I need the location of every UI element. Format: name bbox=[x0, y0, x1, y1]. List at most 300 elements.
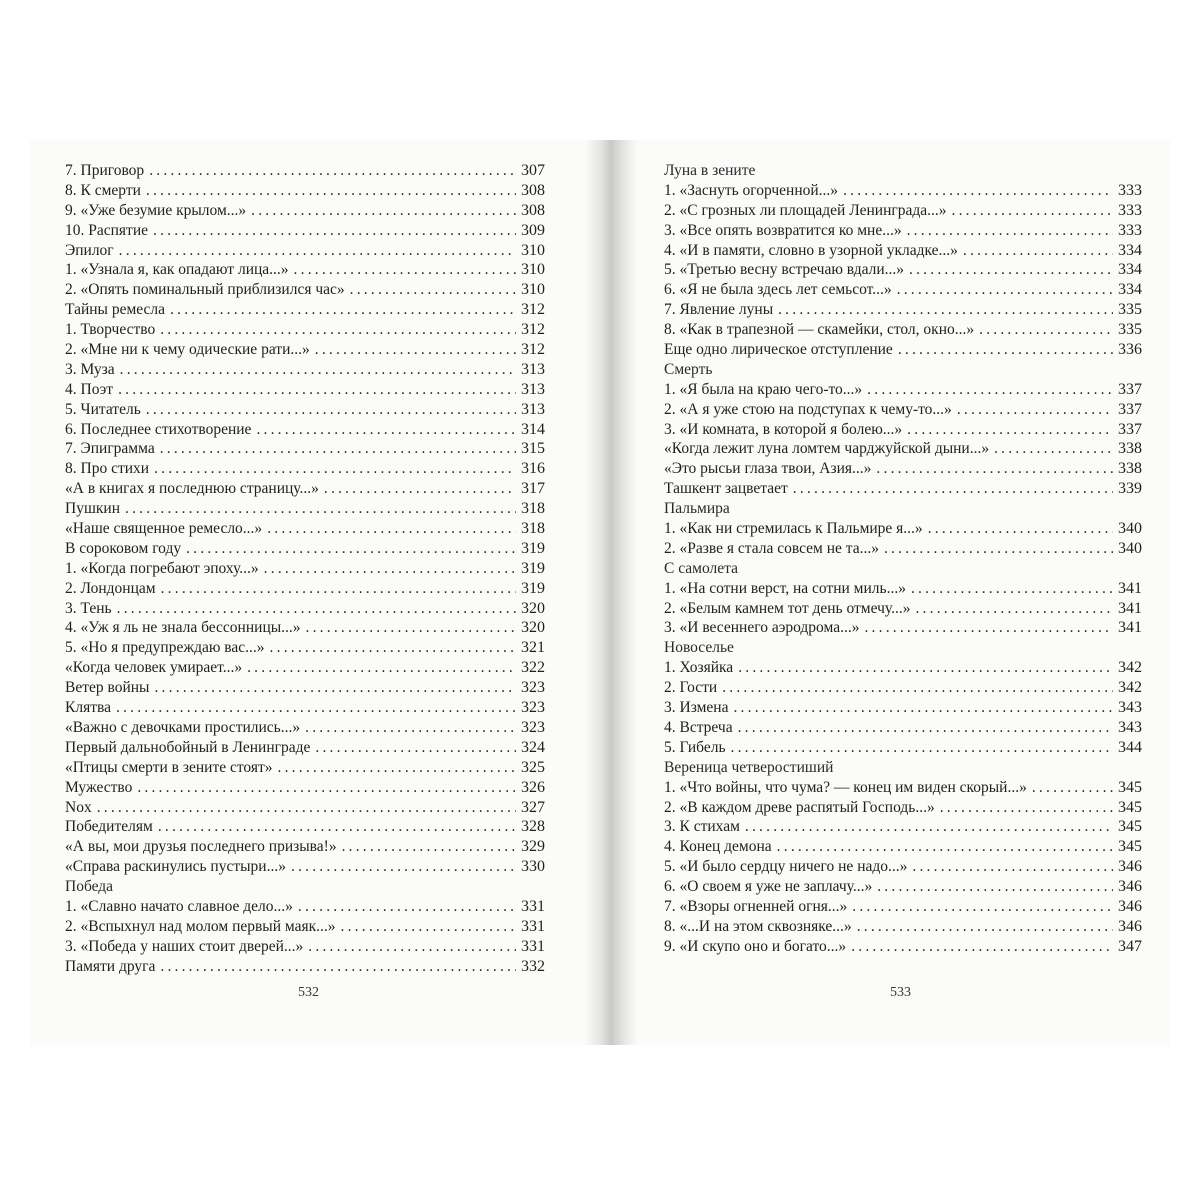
toc-entry-page: 326 bbox=[521, 778, 545, 796]
toc-entry-page: 341 bbox=[1118, 599, 1142, 617]
toc-entry-title: 1. «Когда погребают эпоху...» bbox=[65, 559, 259, 577]
toc-entry-page: 316 bbox=[521, 460, 545, 478]
dot-leader bbox=[738, 658, 1113, 678]
toc-entry-page: 312 bbox=[521, 321, 545, 339]
toc-entry-title: 1. «Славно начато славное дело...» bbox=[65, 897, 293, 915]
toc-entry bbox=[664, 280, 1142, 300]
toc-entry bbox=[664, 420, 1142, 440]
toc-entry bbox=[664, 320, 1142, 340]
dot-leader bbox=[120, 360, 516, 380]
dot-leader bbox=[315, 340, 516, 360]
toc-entry-title: 2. «В каждом древе распятый Господь...» bbox=[664, 798, 935, 816]
toc-entry bbox=[664, 181, 1142, 201]
toc-entry bbox=[65, 479, 545, 499]
toc-entry-page: 333 bbox=[1118, 201, 1142, 219]
toc-entry-title: 3. Муза bbox=[65, 360, 115, 378]
dot-leader bbox=[118, 380, 516, 400]
dot-leader bbox=[1032, 778, 1113, 798]
toc-entry bbox=[65, 738, 545, 758]
toc-entry-page: 342 bbox=[1118, 679, 1142, 697]
toc-entry-title: 4. Конец демона bbox=[664, 838, 772, 856]
book-gutter bbox=[585, 140, 637, 1045]
toc-entry-page: 343 bbox=[1118, 718, 1142, 736]
toc-entry-page: 338 bbox=[1118, 460, 1142, 478]
dot-leader bbox=[116, 698, 516, 718]
toc-entry-title: 3. Измена bbox=[664, 699, 729, 717]
dot-leader bbox=[907, 221, 1113, 241]
toc-entry bbox=[65, 320, 545, 340]
toc-entry-title: 2. Гости bbox=[664, 679, 718, 697]
toc-entry bbox=[65, 300, 545, 320]
left-page-number: 532 bbox=[298, 985, 319, 1000]
toc-entry-page: 331 bbox=[521, 897, 545, 915]
toc-entry-page: 339 bbox=[1118, 480, 1142, 498]
dot-leader bbox=[160, 320, 516, 340]
dot-leader bbox=[125, 499, 516, 519]
toc-entry-title: Первый дальнобойный в Ленинграде bbox=[65, 738, 311, 756]
dot-leader bbox=[909, 260, 1113, 280]
dot-leader bbox=[897, 280, 1113, 300]
toc-entry bbox=[65, 280, 545, 300]
toc-entry-page: 334 bbox=[1118, 261, 1142, 279]
toc-entry-title: «Это рысьи глаза твои, Азия...» bbox=[664, 460, 872, 478]
toc-entry-page: 340 bbox=[1118, 539, 1142, 557]
toc-entry-page: 333 bbox=[1118, 181, 1142, 199]
toc-entry-page: 345 bbox=[1118, 778, 1142, 796]
toc-entry-page: 318 bbox=[521, 500, 545, 518]
dot-leader bbox=[119, 241, 516, 261]
toc-entry-title: 1. «Что войны, что чума? — конец им виден скорый...» bbox=[664, 778, 1027, 796]
toc-entry-page: 337 bbox=[1118, 400, 1142, 418]
dot-leader bbox=[158, 817, 516, 837]
toc-entry-page: 312 bbox=[521, 301, 545, 319]
toc-entry-title: 1. «Как ни стремилась к Пальмире я...» bbox=[664, 520, 923, 538]
dot-leader bbox=[256, 420, 516, 440]
dot-leader bbox=[267, 519, 516, 539]
toc-entry-title: 2. «Опять поминальный приблизился час» bbox=[65, 281, 345, 299]
dot-leader bbox=[867, 380, 1113, 400]
dot-leader bbox=[898, 340, 1113, 360]
toc-entry-page: 337 bbox=[1118, 420, 1142, 438]
dot-leader bbox=[994, 439, 1113, 459]
toc-entry bbox=[664, 778, 1142, 798]
dot-leader bbox=[97, 798, 516, 818]
toc-entry bbox=[664, 618, 1142, 638]
toc-entry bbox=[664, 340, 1142, 360]
dot-leader bbox=[731, 738, 1113, 758]
toc-entry-page: 331 bbox=[521, 917, 545, 935]
toc-entry-title: Новоселье bbox=[664, 639, 734, 657]
toc-entry bbox=[65, 360, 545, 380]
toc-entry bbox=[664, 559, 1142, 579]
toc-entry bbox=[664, 877, 1142, 897]
dot-leader bbox=[298, 897, 516, 917]
toc-entry bbox=[65, 698, 545, 718]
toc-entry-page: 309 bbox=[521, 221, 545, 239]
toc-entry bbox=[65, 599, 545, 619]
toc-entry-title: Ветер войны bbox=[65, 679, 150, 697]
toc-entry bbox=[65, 817, 545, 837]
dot-leader bbox=[160, 439, 516, 459]
toc-entry bbox=[65, 459, 545, 479]
toc-entry-page: 337 bbox=[1118, 380, 1142, 398]
toc-entry-page: 314 bbox=[521, 420, 545, 438]
toc-entry bbox=[65, 539, 545, 559]
toc-entry-page: 345 bbox=[1118, 798, 1142, 816]
toc-entry-title: Еще одно лирическое отступление bbox=[664, 341, 893, 359]
toc-entry-page: 324 bbox=[521, 738, 545, 756]
dot-leader bbox=[264, 559, 516, 579]
toc-entry bbox=[65, 837, 545, 857]
dot-leader bbox=[305, 718, 516, 738]
toc-entry bbox=[65, 857, 545, 877]
toc-entry-page: 319 bbox=[521, 559, 545, 577]
dot-leader bbox=[940, 798, 1113, 818]
dot-leader bbox=[154, 678, 516, 698]
toc-entry-title: Клятва bbox=[65, 699, 111, 717]
toc-entry bbox=[664, 857, 1142, 877]
toc-entry-title: Луна в зените bbox=[664, 162, 756, 179]
toc-entry-title: 6. Последнее стихотворение bbox=[65, 420, 252, 438]
dot-leader bbox=[294, 260, 516, 280]
toc-entry-title: 3. «И весеннего аэродрома...» bbox=[664, 619, 860, 637]
toc-entry-title: 5. Гибель bbox=[664, 738, 726, 756]
toc-entry-page: 310 bbox=[521, 261, 545, 279]
toc-entry-page: 345 bbox=[1118, 838, 1142, 856]
dot-leader bbox=[915, 599, 1113, 619]
toc-entry-title: Памяти друга bbox=[65, 957, 156, 975]
toc-entry-page: 313 bbox=[521, 380, 545, 398]
toc-entry-page: 330 bbox=[521, 858, 545, 876]
toc-entry-title: 3. «Победа у наших стоит дверей...» bbox=[65, 937, 304, 955]
toc-list-right bbox=[664, 161, 1142, 957]
toc-entry-title: 2. «С грозных ли площадей Ленинграда...» bbox=[664, 201, 947, 219]
toc-entry bbox=[65, 499, 545, 519]
toc-entry-page: 328 bbox=[521, 818, 545, 836]
dot-leader bbox=[979, 320, 1113, 340]
dot-leader bbox=[186, 539, 516, 559]
toc-entry bbox=[65, 897, 545, 917]
toc-entry bbox=[664, 817, 1142, 837]
toc-entry-page: 342 bbox=[1118, 659, 1142, 677]
toc-entry bbox=[664, 678, 1142, 698]
toc-entry-page: 320 bbox=[521, 599, 545, 617]
toc-entry-page: 347 bbox=[1118, 937, 1142, 955]
toc-entry-page: 313 bbox=[521, 400, 545, 418]
toc-entry-title: Победителям bbox=[65, 818, 153, 836]
toc-entry-page: 329 bbox=[521, 838, 545, 856]
toc-entry-page: 307 bbox=[521, 162, 545, 179]
toc-entry-title: 1. «Я была на краю чего-то...» bbox=[664, 380, 863, 398]
toc-entry-page: 320 bbox=[521, 619, 545, 637]
toc-entry bbox=[65, 181, 545, 201]
toc-entry bbox=[664, 579, 1142, 599]
dot-leader bbox=[957, 400, 1113, 420]
toc-entry-page: 345 bbox=[1118, 818, 1142, 836]
toc-entry bbox=[664, 758, 1142, 778]
toc-list-left bbox=[65, 161, 545, 977]
toc-entry bbox=[65, 798, 545, 818]
toc-entry-page: 325 bbox=[521, 758, 545, 776]
toc-entry-title: Победа bbox=[65, 878, 114, 896]
toc-entry-title: 2. Лондонцам bbox=[65, 579, 156, 597]
toc-entry bbox=[664, 241, 1142, 261]
toc-entry-title: В сороковом году bbox=[65, 539, 182, 557]
toc-entry bbox=[65, 618, 545, 638]
dot-leader bbox=[745, 817, 1113, 837]
right-page bbox=[604, 140, 1170, 1045]
toc-entry bbox=[664, 897, 1142, 917]
toc-entry-title: 4. «Уж я ль не знала бессонницы...» bbox=[65, 619, 301, 637]
toc-entry-page: 341 bbox=[1118, 579, 1142, 597]
dot-leader bbox=[117, 599, 516, 619]
dot-leader bbox=[149, 161, 516, 181]
toc-entry-page: 343 bbox=[1118, 699, 1142, 717]
toc-entry-title: «Когда человек умирает...» bbox=[65, 659, 243, 677]
toc-entry-title: 8. «Как в трапезной — скамейки, стол, окно...» bbox=[664, 321, 975, 339]
toc-entry-title: 4. «И в памяти, словно в узорной укладке...» bbox=[664, 241, 958, 259]
toc-entry-title: 5. «Третью весну встречаю вдали...» bbox=[664, 261, 905, 279]
toc-entry bbox=[664, 380, 1142, 400]
toc-entry-page: 310 bbox=[521, 241, 545, 259]
toc-entry-page: 344 bbox=[1118, 738, 1142, 756]
toc-entry-title: 2. «А я уже стою на подступах к чему-то...» bbox=[664, 400, 952, 418]
toc-entry bbox=[664, 738, 1142, 758]
toc-entry-title: С самолета bbox=[664, 559, 738, 577]
toc-entry bbox=[664, 698, 1142, 718]
toc-entry bbox=[65, 579, 545, 599]
toc-entry bbox=[664, 201, 1142, 221]
toc-entry bbox=[664, 837, 1142, 857]
toc-entry-page: 341 bbox=[1118, 619, 1142, 637]
toc-entry bbox=[65, 260, 545, 280]
toc-entry-title: 2. «Вспыхнул над молом первый маяк...» bbox=[65, 917, 336, 935]
toc-entry-page: 335 bbox=[1118, 301, 1142, 319]
toc-entry-page: 346 bbox=[1118, 858, 1142, 876]
toc-entry-title: Пальмира bbox=[664, 500, 730, 518]
toc-entry-title: 8. Про стихи bbox=[65, 460, 150, 478]
toc-entry-page: 323 bbox=[521, 718, 545, 736]
toc-entry-title: 3. «Все опять возвратится ко мне...» bbox=[664, 221, 902, 239]
toc-entry-page: 332 bbox=[521, 957, 545, 975]
dot-leader bbox=[291, 857, 516, 877]
toc-entry-title: 7. Приговор bbox=[65, 162, 145, 179]
toc-entry-page: 346 bbox=[1118, 878, 1142, 896]
toc-entry bbox=[65, 519, 545, 539]
toc-entry-page: 333 bbox=[1118, 221, 1142, 239]
toc-entry-title: 5. «И было сердцу ничего не надо...» bbox=[664, 858, 908, 876]
toc-entry-title: «А в книгах я последнюю страницу...» bbox=[65, 480, 319, 498]
dot-leader bbox=[928, 519, 1113, 539]
toc-entry bbox=[65, 161, 545, 181]
right-page-number: 533 bbox=[890, 985, 911, 1000]
toc-entry bbox=[664, 479, 1142, 499]
dot-leader bbox=[911, 579, 1113, 599]
toc-entry bbox=[664, 718, 1142, 738]
toc-entry-page: 323 bbox=[521, 679, 545, 697]
book-spread bbox=[30, 140, 1170, 1045]
toc-entry-page: 323 bbox=[521, 699, 545, 717]
dot-leader bbox=[270, 638, 516, 658]
toc-entry bbox=[65, 638, 545, 658]
toc-entry-title: 7. Явление луны bbox=[664, 301, 774, 319]
dot-leader bbox=[306, 618, 516, 638]
toc-entry bbox=[65, 778, 545, 798]
toc-entry-page: 334 bbox=[1118, 241, 1142, 259]
toc-entry-title: 3. К стихам bbox=[664, 818, 740, 836]
toc-entry bbox=[65, 718, 545, 738]
toc-entry-title: 4. Поэт bbox=[65, 380, 114, 398]
toc-entry-title: 3. Тень bbox=[65, 599, 112, 617]
dot-leader bbox=[778, 300, 1113, 320]
dot-leader bbox=[146, 400, 516, 420]
toc-entry bbox=[65, 937, 545, 957]
toc-entry-title: Пушкин bbox=[65, 500, 120, 518]
toc-entry bbox=[664, 360, 1142, 380]
toc-entry bbox=[664, 599, 1142, 619]
toc-entry-title: Вереница четверостиший bbox=[664, 758, 834, 776]
toc-entry-title: 6. «О своем я уже не заплачу...» bbox=[664, 878, 873, 896]
toc-entry bbox=[664, 539, 1142, 559]
toc-entry bbox=[65, 439, 545, 459]
toc-entry-page: 319 bbox=[521, 579, 545, 597]
toc-entry bbox=[65, 917, 545, 937]
dot-leader bbox=[876, 459, 1113, 479]
dot-leader bbox=[324, 479, 516, 499]
toc-entry-title: «Наше священное ремесло...» bbox=[65, 520, 263, 538]
dot-leader bbox=[170, 300, 516, 320]
dot-leader bbox=[884, 539, 1113, 559]
toc-entry-title: «Справа раскинулись пустыри...» bbox=[65, 858, 286, 876]
toc-entry bbox=[65, 201, 545, 221]
toc-entry-page: 322 bbox=[521, 659, 545, 677]
toc-entry-title: 2. «Мне ни к чему одические рати...» bbox=[65, 341, 310, 359]
toc-entry bbox=[65, 340, 545, 360]
dot-leader bbox=[341, 917, 516, 937]
toc-entry bbox=[65, 400, 545, 420]
toc-entry bbox=[664, 937, 1142, 957]
toc-entry bbox=[664, 260, 1142, 280]
dot-leader bbox=[963, 241, 1113, 261]
toc-entry bbox=[664, 300, 1142, 320]
toc-entry-page: 319 bbox=[521, 539, 545, 557]
toc-entry bbox=[664, 519, 1142, 539]
dot-leader bbox=[912, 857, 1113, 877]
toc-entry-title: Эпилог bbox=[65, 241, 114, 259]
toc-entry-page: 321 bbox=[521, 639, 545, 657]
toc-entry-title: 1. «Узнала я, как опадают лица...» bbox=[65, 261, 289, 279]
toc-entry-page: 346 bbox=[1118, 917, 1142, 935]
toc-entry-page: 335 bbox=[1118, 321, 1142, 339]
toc-entry bbox=[664, 658, 1142, 678]
dot-leader bbox=[247, 658, 516, 678]
dot-leader bbox=[342, 837, 516, 857]
toc-entry bbox=[664, 221, 1142, 241]
dot-leader bbox=[852, 897, 1113, 917]
toc-entry bbox=[65, 420, 545, 440]
toc-entry-title: «Когда лежит луна ломтем чарджуйской дыни...» bbox=[664, 440, 990, 458]
dot-leader bbox=[857, 917, 1113, 937]
toc-entry-page: 313 bbox=[521, 360, 545, 378]
dot-leader bbox=[864, 618, 1113, 638]
dot-leader bbox=[160, 957, 516, 977]
toc-entry bbox=[65, 678, 545, 698]
toc-entry-title: Смерть bbox=[664, 360, 713, 378]
dot-leader bbox=[137, 778, 516, 798]
dot-leader bbox=[952, 201, 1113, 221]
toc-entry-title: 9. «И скупо оно и богато...» bbox=[664, 937, 847, 955]
toc-entry-page: 331 bbox=[521, 937, 545, 955]
toc-entry-title: 1. Хозяйка bbox=[664, 659, 734, 677]
toc-entry bbox=[65, 380, 545, 400]
toc-entry bbox=[65, 758, 545, 778]
dot-leader bbox=[350, 280, 516, 300]
toc-entry-page: 312 bbox=[521, 341, 545, 359]
toc-entry-title: 8. К смерти bbox=[65, 181, 141, 199]
toc-entry-title: 7. «Взоры огненней огня...» bbox=[664, 897, 848, 915]
toc-entry-title: 4. Встреча bbox=[664, 718, 733, 736]
toc-entry-page: 318 bbox=[521, 520, 545, 538]
toc-entry-page: 317 bbox=[521, 480, 545, 498]
toc-entry bbox=[664, 161, 1142, 181]
dot-leader bbox=[733, 698, 1113, 718]
toc-entry bbox=[65, 957, 545, 977]
toc-entry-title: 3. «И комната, в которой я болею...» bbox=[664, 420, 903, 438]
left-page bbox=[30, 140, 590, 1045]
toc-entry-title: 5. «Но я предупреждаю вас...» bbox=[65, 639, 265, 657]
dot-leader bbox=[308, 937, 516, 957]
toc-entry-page: 310 bbox=[521, 281, 545, 299]
toc-entry-title: «Важно с девочками простились...» bbox=[65, 718, 301, 736]
toc-entry bbox=[65, 559, 545, 579]
toc-entry-page: 340 bbox=[1118, 520, 1142, 538]
toc-entry-page: 334 bbox=[1118, 281, 1142, 299]
toc-entry bbox=[664, 798, 1142, 818]
toc-entry-page: 315 bbox=[521, 440, 545, 458]
toc-entry bbox=[664, 499, 1142, 519]
dot-leader bbox=[251, 201, 516, 221]
dot-leader bbox=[877, 877, 1113, 897]
toc-entry-title: 1. Творчество bbox=[65, 321, 156, 339]
toc-entry-page: 338 bbox=[1118, 440, 1142, 458]
toc-entry bbox=[65, 658, 545, 678]
toc-entry-title: 9. «Уже безумие крылом...» bbox=[65, 201, 247, 219]
dot-leader bbox=[738, 718, 1113, 738]
toc-entry bbox=[664, 917, 1142, 937]
toc-entry-page: 336 bbox=[1118, 341, 1142, 359]
toc-entry-title: Мужество bbox=[65, 778, 133, 796]
dot-leader bbox=[154, 459, 516, 479]
toc-entry bbox=[65, 877, 545, 897]
toc-entry bbox=[664, 400, 1142, 420]
toc-entry-title: «Птицы смерти в зените стоят» bbox=[65, 758, 273, 776]
toc-entry-title: 2. «Белым камнем тот день отмечу...» bbox=[664, 599, 911, 617]
toc-entry-page: 308 bbox=[521, 181, 545, 199]
dot-leader bbox=[146, 181, 516, 201]
toc-entry-page: 346 bbox=[1118, 897, 1142, 915]
dot-leader bbox=[843, 181, 1113, 201]
toc-entry-title: 1. «Заснуть огорченной...» bbox=[664, 181, 839, 199]
toc-entry bbox=[664, 459, 1142, 479]
toc-entry-title: Тайны ремесла bbox=[65, 301, 166, 319]
dot-leader bbox=[793, 479, 1113, 499]
toc-entry-title: Ташкент зацветает bbox=[664, 480, 788, 498]
toc-entry bbox=[65, 221, 545, 241]
dot-leader bbox=[315, 738, 516, 758]
toc-entry-title: Nox bbox=[65, 798, 92, 816]
toc-entry-title: 8. «...И на этом сквозняке...» bbox=[664, 917, 852, 935]
toc-entry bbox=[664, 638, 1142, 658]
